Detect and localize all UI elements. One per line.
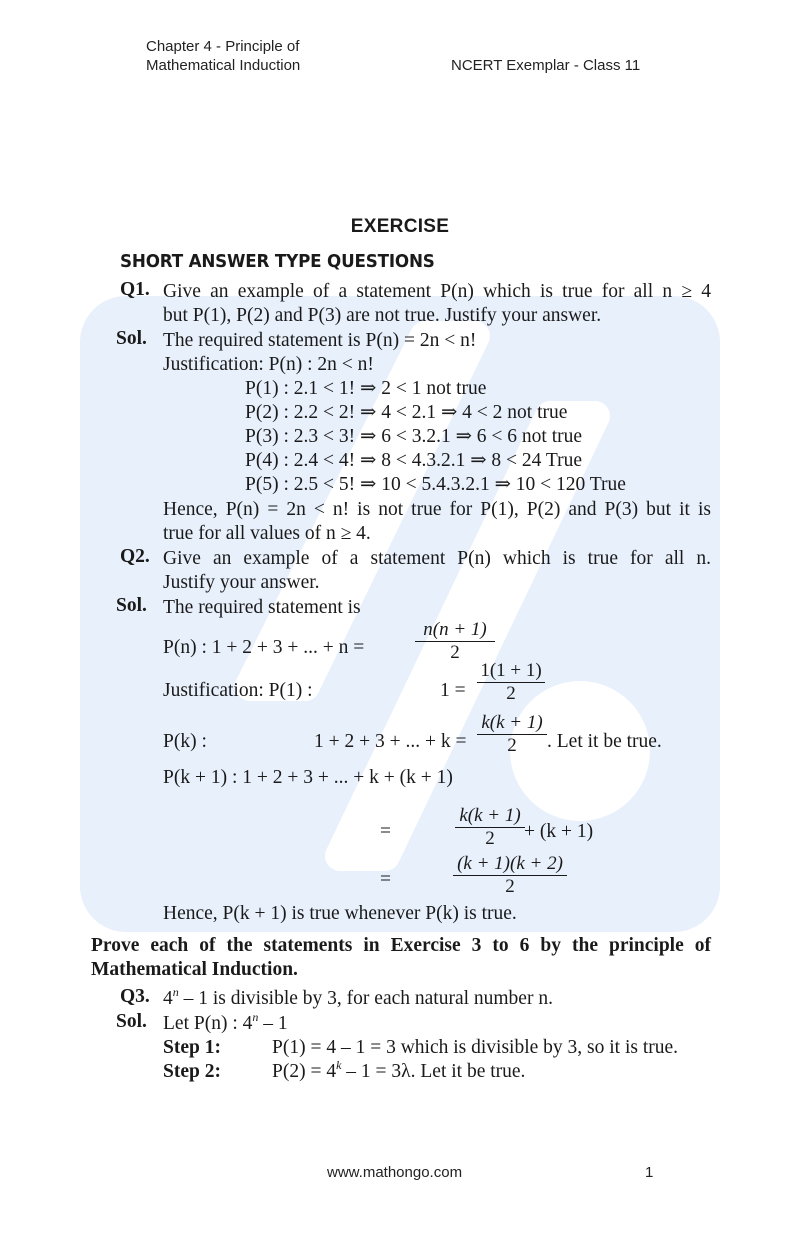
- sol2-pk-denominator: 2: [507, 735, 517, 756]
- sol3-step2-exponent: k: [336, 1058, 342, 1072]
- sol2-pn-lhs: P(n) : 1 + 2 + 3 + ... + n =: [163, 637, 365, 658]
- q2-line-1: [163, 547, 711, 571]
- sol2-step2-numerator: (k + 1)(k + 2): [453, 853, 567, 876]
- q3-base: 4: [163, 988, 173, 1009]
- q1-label: Q1.: [120, 279, 150, 300]
- sol3-let: [163, 1012, 288, 1036]
- chapter-line-2: Mathematical Induction: [146, 57, 301, 74]
- sol2-just-denominator: 2: [506, 683, 516, 704]
- instruction-line-2: Mathematical Induction.: [91, 959, 298, 980]
- sol2-step1-tail: + (k + 1): [524, 821, 594, 842]
- sol1-case-1: P(1) : 2.1 < 1! ⇒ 2 < 1 not true: [245, 378, 487, 399]
- sol2-step1-fraction: [455, 805, 525, 850]
- sol2-step2-eq: =: [380, 869, 391, 890]
- q3-exponent: n: [172, 985, 179, 999]
- q1-line-1: [163, 280, 711, 304]
- sol2-hence: Hence, P(k + 1) is true whenever P(k) is true.: [163, 903, 517, 924]
- sol2-pk1-line: P(k + 1) : 1 + 2 + 3 + ... + k + (k + 1): [163, 767, 453, 788]
- section-title: SHORT ANSWER TYPE QUESTIONS: [120, 251, 435, 272]
- sol3-step2-prefix: P(2) = 4: [272, 1061, 337, 1082]
- sol1-case-4: P(4) : 2.4 < 4! ⇒ 8 < 4.3.2.1 ⇒ 8 < 24 True: [245, 450, 583, 471]
- sol3-step2-suffix: – 1 = 3λ. Let it be true.: [341, 1061, 526, 1082]
- sol2-label: Sol.: [116, 595, 147, 616]
- q1-text-1: Give an example of a statement P(n) which is true for all n ≥ 4: [163, 281, 711, 302]
- sol1-case-5: P(5) : 2.5 < 5! ⇒ 10 < 5.4.3.2.1 ⇒ 10 < 120 True: [245, 474, 626, 495]
- sol2-just-lhs: 1 =: [440, 680, 466, 701]
- sol3-label: Sol.: [116, 1011, 147, 1032]
- sol1-case-2: P(2) : 2.2 < 2! ⇒ 4 < 2.1 ⇒ 4 < 2 not true: [245, 402, 568, 423]
- q3-text: [163, 987, 553, 1011]
- sol2-pk-label: P(k) :: [163, 731, 207, 752]
- q2-label: Q2.: [120, 546, 150, 567]
- q3-rest: – 1 is divisible by 3, for each natural number n.: [178, 988, 553, 1009]
- sol2-pk-lhs: 1 + 2 + 3 + ... + k =: [314, 731, 467, 752]
- sol1-hence-1: [163, 498, 711, 522]
- instruction-line-1: [91, 934, 711, 958]
- sol1-justification: Justification: P(n) : 2n < n!: [163, 354, 374, 375]
- sol1-hence-2: true for all values of n ≥ 4.: [163, 523, 371, 544]
- sol2-pn-fraction: [415, 619, 495, 664]
- q3-label: Q3.: [120, 986, 150, 1007]
- sol3-let-exponent: n: [252, 1010, 259, 1024]
- sol2-step2-fraction: [453, 853, 567, 898]
- chapter-header: [146, 37, 300, 75]
- sol2-just-fraction: [477, 660, 545, 705]
- sol3-step1-text: P(1) = 4 – 1 = 3 which is divisible by 3, so it is true.: [272, 1037, 679, 1058]
- sol2-statement: The required statement is: [163, 597, 361, 618]
- sol3-step2-label: Step 2:: [163, 1061, 221, 1082]
- sol3-step1-label: Step 1:: [163, 1037, 221, 1058]
- sol1-case-3: P(3) : 2.3 < 3! ⇒ 6 < 3.2.1 ⇒ 6 < 6 not true: [245, 426, 583, 447]
- sol3-let-prefix: Let P(n) : 4: [163, 1013, 253, 1034]
- sol2-just-label: Justification: P(1) :: [163, 680, 313, 701]
- footer-website: www.mathongo.com: [327, 1164, 463, 1181]
- sol1-hence-1-text: Hence, P(n) = 2n < n! is not true for P(1), P(2) and P(3) but it is: [163, 499, 711, 520]
- sol2-pk-tail: . Let it be true.: [547, 731, 662, 752]
- sol3-let-suffix: – 1: [258, 1013, 288, 1034]
- q2-text-1: Give an example of a statement P(n) which is true for all n.: [163, 548, 711, 569]
- q1-line-2: but P(1), P(2) and P(3) are not true. Justify your answer.: [163, 305, 602, 326]
- sol2-pn-numerator: n(n + 1): [415, 619, 495, 642]
- sol2-just-numerator: 1(1 + 1): [477, 660, 545, 683]
- sol2-step1-eq: =: [380, 821, 391, 842]
- book-header: NCERT Exemplar - Class 11: [451, 57, 641, 74]
- sol2-pn-denominator: 2: [450, 642, 460, 663]
- sol2-step1-numerator: k(k + 1): [455, 805, 525, 828]
- sol2-step2-denominator: 2: [505, 876, 515, 897]
- page-number: 1: [645, 1164, 654, 1181]
- sol2-step1-denominator: 2: [485, 828, 495, 849]
- exercise-title: EXERCISE: [350, 216, 450, 237]
- sol1-label: Sol.: [116, 328, 147, 349]
- q2-line-2: Justify your answer.: [163, 572, 320, 593]
- sol1-statement: The required statement is P(n) = 2n < n!: [163, 330, 477, 351]
- instruction-text-1: Prove each of the statements in Exercise 3 to 6 by the principle of: [91, 935, 711, 956]
- sol3-step2-text: [272, 1060, 525, 1084]
- sol2-pk-fraction: [477, 712, 547, 757]
- chapter-line-1: Chapter 4 - Principle of: [146, 38, 300, 55]
- sol2-pk-numerator: k(k + 1): [477, 712, 547, 735]
